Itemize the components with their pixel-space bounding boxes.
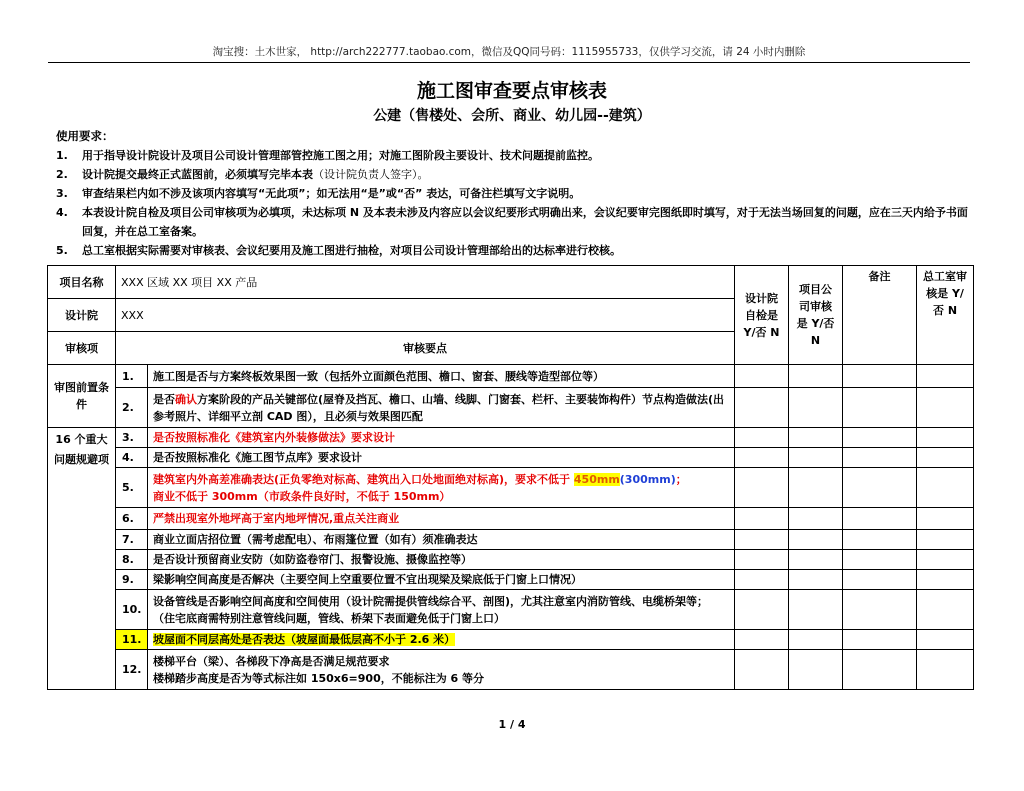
row-number: 3. <box>116 428 148 448</box>
company-review-cell[interactable] <box>789 428 843 448</box>
chief-review-cell[interactable] <box>917 468 974 508</box>
row-text-highlight: 坡屋面不同层高处是否表达（坡屋面最低层高不小于 2.6 米） <box>153 633 456 646</box>
requirement-text: 本表设计院自检及项目公司审核项为必填项，未达标项 N 及本表未涉及内容应以会议纪要形式明确出来，会议纪要审完图纸即时填写，对于无法当场回复的问题，应在三天内给予书面回复，并在总工室备案。 <box>82 206 968 238</box>
remark-cell[interactable] <box>843 550 917 570</box>
chief-review-cell[interactable] <box>917 590 974 630</box>
project-name-value: XXX 区域 XX 项目 XX 产品 <box>116 266 735 299</box>
requirement-item <box>56 184 972 203</box>
table-row <box>48 266 974 299</box>
table-row <box>48 448 974 468</box>
requirement-text-note: （设计院负责人签字）。 <box>313 168 429 181</box>
self-check-cell[interactable] <box>735 468 789 508</box>
row-number: 5. <box>116 468 148 508</box>
requirement-item <box>56 165 972 184</box>
table-row <box>48 530 974 550</box>
company-review-cell[interactable] <box>789 468 843 508</box>
self-check-cell[interactable] <box>735 448 789 468</box>
chief-review-cell[interactable] <box>917 428 974 448</box>
row-number: 2. <box>116 388 148 428</box>
remark-cell[interactable] <box>843 388 917 428</box>
row-text-part: 建筑室内外高差准确表达(正负零绝对标高、建筑出入口处地面绝对标高)，要求不低于 <box>153 472 574 486</box>
row-text-blue: (300mm) <box>619 472 676 486</box>
row-text-part: 楼梯踏步高度是否为等式标注如 150x6=900，不能标注为 6 等分 <box>153 671 485 685</box>
requirement-number: 5. <box>56 244 68 257</box>
requirement-item <box>56 203 972 241</box>
remark-cell[interactable] <box>843 630 917 650</box>
company-review-cell[interactable] <box>789 570 843 590</box>
remark-cell[interactable] <box>843 570 917 590</box>
self-check-cell[interactable] <box>735 388 789 428</box>
row-number: 11. <box>116 630 148 650</box>
row-text: 商业立面店招位置（需考虑配电）、布雨篷位置（如有）须准确表达 <box>148 530 735 550</box>
design-institute-label: 设计院 <box>48 299 116 332</box>
row-text-part: 商业不低于 300mm（市政条件良好时，不低于 150mm） <box>153 489 451 503</box>
review-item-label: 审核项 <box>48 332 116 365</box>
table-row <box>48 550 974 570</box>
remark-cell[interactable] <box>843 530 917 550</box>
col-self-check-header: 设计院自检是 Y/否 N <box>735 266 789 365</box>
table-row <box>48 590 974 630</box>
company-review-cell[interactable] <box>789 448 843 468</box>
self-check-cell[interactable] <box>735 365 789 388</box>
requirement-number: 2. <box>56 168 68 181</box>
self-check-cell[interactable] <box>735 590 789 630</box>
remark-cell[interactable] <box>843 468 917 508</box>
table-row <box>48 650 974 690</box>
self-check-cell[interactable] <box>735 428 789 448</box>
chief-review-cell[interactable] <box>917 550 974 570</box>
self-check-cell[interactable] <box>735 508 789 530</box>
chief-review-cell[interactable] <box>917 365 974 388</box>
col-remark-header: 备注 <box>843 266 917 365</box>
page-title: 施工图审查要点审核表 <box>416 80 607 102</box>
row-text-emphasis: 确认 <box>175 392 197 406</box>
row-number: 4. <box>116 448 148 468</box>
chief-review-cell[interactable] <box>917 388 974 428</box>
self-check-cell[interactable] <box>735 550 789 570</box>
remark-cell[interactable] <box>843 365 917 388</box>
row-text: 梁影响空间高度是否解决（主要空间上空重要位置不宜出现梁及梁底低于门窗上口情况） <box>148 570 735 590</box>
requirement-text: 审查结果栏内如不涉及该项内容填写“无此项”；如无法用“是”或“否” 表达，可备注栏填写文字说明。 <box>82 187 581 200</box>
row-text <box>148 630 735 650</box>
company-review-cell[interactable] <box>789 630 843 650</box>
col-chief-header: 总工室审核是 Y/否 N <box>917 266 974 365</box>
row-text: 设备管线是否影响空间高度和空间使用（设计院需提供管线综合平、剖图)，尤其注意室内消防管线、电缆桥架等； （住宅底商需特别注意管线问题，管线、桥架下表面避免低于门窗上口） <box>148 590 735 630</box>
chief-review-cell[interactable] <box>917 630 974 650</box>
remark-cell[interactable] <box>843 448 917 468</box>
row-number: 9. <box>116 570 148 590</box>
self-check-cell[interactable] <box>735 530 789 550</box>
table-row <box>48 468 974 508</box>
table-row <box>48 365 974 388</box>
requirement-number: 1. <box>56 149 68 162</box>
row-number: 10. <box>116 590 148 630</box>
row-text-part: 方案阶段的产品关键部位(屋脊及挡瓦、檐口、山墙、线脚、门窗套、栏杆、主要装饰构件）节点构造做法(出参考照片、详细平立剖 CAD 图），且必须与效果图匹配 <box>153 392 725 423</box>
row-number: 6. <box>116 508 148 530</box>
table-row <box>48 428 974 448</box>
page-subtitle: 公建（售楼处、会所、商业、幼儿园--建筑） <box>373 108 651 124</box>
remark-cell[interactable] <box>843 508 917 530</box>
requirement-text: 总工室根据实际需要对审核表、会议纪要用及施工图进行抽检，对项目公司设计管理部给出的达标率进行校核。 <box>82 244 621 257</box>
remark-cell[interactable] <box>843 590 917 630</box>
project-name-label: 项目名称 <box>48 266 116 299</box>
page-number: 1 / 4 <box>498 718 526 731</box>
self-check-cell[interactable] <box>735 630 789 650</box>
requirement-item <box>56 146 972 165</box>
remark-cell[interactable] <box>843 650 917 690</box>
requirement-text: 设计院提交最终正式蓝图前，必须填写完毕本表 <box>82 168 313 181</box>
group-label-precondition: 审图前置条件 <box>48 365 116 428</box>
row-text: 严禁出现室外地坪高于室内地坪情况,重点关注商业 <box>148 508 735 530</box>
requirement-number: 3. <box>56 187 68 200</box>
remark-cell[interactable] <box>843 428 917 448</box>
company-review-cell[interactable] <box>789 365 843 388</box>
header-note: 淘宝搜：土木世家， http://arch222777.taobao.com，微信及QQ同号码：1115955733，仅供学习交流，请 24 小时内删除 <box>212 46 806 58</box>
requirement-text: 用于指导设计院设计及项目公司设计管理部管控施工图之用；对施工图阶段主要设计、技术问题提前监控。 <box>82 149 599 162</box>
company-review-cell[interactable] <box>789 590 843 630</box>
design-institute-value: XXX <box>116 299 735 332</box>
col-company-review-header: 项目公司审核是 Y/否 N <box>789 266 843 365</box>
company-review-cell[interactable] <box>789 530 843 550</box>
row-text-part: 是否 <box>153 392 175 406</box>
row-number: 1. <box>116 365 148 388</box>
review-points-label: 审核要点 <box>116 332 735 365</box>
requirement-item <box>56 241 972 260</box>
chief-review-cell[interactable] <box>917 448 974 468</box>
row-number: 7. <box>116 530 148 550</box>
requirement-number: 4. <box>56 206 68 219</box>
self-check-cell[interactable] <box>735 650 789 690</box>
requirements-heading: 使用要求： <box>56 129 114 143</box>
row-number: 12. <box>116 650 148 690</box>
table-row <box>48 570 974 590</box>
chief-review-cell[interactable] <box>917 650 974 690</box>
row-text-part: ； <box>675 472 687 486</box>
self-check-cell[interactable] <box>735 570 789 590</box>
company-review-cell[interactable] <box>789 650 843 690</box>
row-text: 是否设计预留商业安防（如防盗卷帘门、报警设施、摄像监控等） <box>148 550 735 570</box>
row-number: 8. <box>116 550 148 570</box>
chief-review-cell[interactable] <box>917 508 974 530</box>
row-text: 是否按照标准化《建筑室内外装修做法》要求设计 <box>148 428 735 448</box>
row-text: 是否按照标准化《施工图节点库》要求设计 <box>148 448 735 468</box>
company-review-cell[interactable] <box>789 388 843 428</box>
row-text <box>148 468 735 508</box>
row-text <box>148 388 735 428</box>
chief-review-cell[interactable] <box>917 570 974 590</box>
requirements-list <box>56 146 972 260</box>
table-row <box>48 388 974 428</box>
chief-review-cell[interactable] <box>917 530 974 550</box>
review-table <box>47 265 974 690</box>
company-review-cell[interactable] <box>789 550 843 570</box>
row-text <box>148 650 735 690</box>
row-text: 施工图是否与方案终板效果图一致（包括外立面颜色范围、檐口、窗套、腰线等造型部位等） <box>148 365 735 388</box>
table-row <box>48 508 974 530</box>
table-row <box>48 630 974 650</box>
group-label-major-issues: 16 个重大问题规避项 <box>48 428 116 690</box>
header-rule <box>48 62 970 63</box>
row-text-part: 楼梯平台（梁）、各梯段下净高是否满足规范要求 <box>153 654 390 668</box>
row-text-highlight: 450mm <box>573 472 620 486</box>
company-review-cell[interactable] <box>789 508 843 530</box>
